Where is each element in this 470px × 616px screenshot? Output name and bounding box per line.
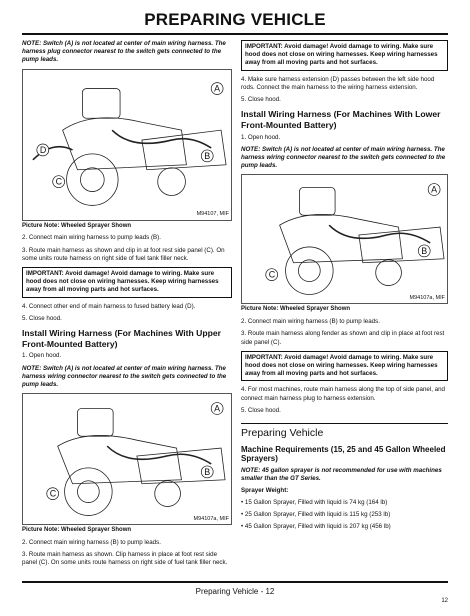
label-d: D xyxy=(39,144,47,155)
step-4: 4. Connect other end of main harness to fused battery lead (D). xyxy=(22,302,196,310)
weight-list xyxy=(241,499,448,532)
step-4b-r: 4. For most machines, route main harness along the top of side panel, and connect main harness plug to harness extension. xyxy=(241,386,445,402)
footer-rule xyxy=(22,581,448,583)
step-3-r: 3. Route main harness along fender as shown and clip in place at foot rest side panel (C). xyxy=(241,330,445,346)
section-heading: Preparing Vehicle xyxy=(241,423,448,441)
step-5-close: 5. Close hood. xyxy=(241,95,281,103)
step-5b-r: 5. Close hood. xyxy=(241,406,281,414)
heading-upper-battery: Install Wiring Harness (For Machines With Upper Front-Mounted Battery) xyxy=(22,327,221,349)
sprayer-weight-label: Sprayer Weight: xyxy=(241,487,289,495)
step-2b: 2. Connect main wiring harness (B) to pump leads. xyxy=(22,539,161,547)
tractor-illustration-3 xyxy=(242,175,447,303)
label-b: B xyxy=(204,150,211,161)
label-a-3: A xyxy=(431,184,438,195)
page-title: PREPARING VEHICLE xyxy=(144,10,326,29)
label-c: C xyxy=(55,176,63,187)
figure-code-2: M94107a, MIF xyxy=(193,515,229,522)
label-c-3: C xyxy=(268,269,276,280)
figure-code: M94107, MIF xyxy=(196,211,229,218)
figure-tractor-harness-2 xyxy=(22,393,232,525)
left-column xyxy=(22,40,232,572)
list-item: • 25 Gallon Sprayer, Filled with liquid is 115 kg (253 lb) xyxy=(241,510,391,518)
figure-caption: Picture Note: Wheeled Sprayer Shown xyxy=(22,222,132,229)
step-2-r: 2. Connect main wiring harness (B) to pump leads. xyxy=(241,318,380,326)
figure-tractor-harness-1 xyxy=(22,69,232,221)
note-switch-r: NOTE: Switch (A) is not located at center of main wiring harness. The harness wiring connector nearest to the switch gets connected to the pump leads. xyxy=(241,145,446,170)
step-4-extension: 4. Make sure harness extension (D) passes between the left side hood rods. Connect the main harness to the wiring harness extension. xyxy=(241,75,435,91)
step-3: 3. Route main harness as shown and clip in at foot rest side panel (C). On some units route harness on right side of fuel tank filler neck. xyxy=(22,246,225,262)
figure-code-3: M94107a, MIF xyxy=(409,295,445,302)
note-switch: NOTE: Switch (A) is not located at center of main wiring harness. The harness plug connector nearest to the switch gets connected to the pump leads. xyxy=(22,40,226,64)
step-5: 5. Close hood. xyxy=(22,314,62,322)
warning-box: IMPORTANT: Avoid damage! Avoid damage to wiring. Make sure hood does not close on wiring harnesses. Keep wiring harnesses away from all moving parts and hot surfaces. xyxy=(22,267,232,298)
label-a-2: A xyxy=(214,403,221,414)
label-a: A xyxy=(214,83,221,94)
warning-box-2: IMPORTANT: Avoid damage! Avoid damage to wiring. Make sure hood does not close on wiring harnesses. Keep wiring harnesses away from all moving parts and hot surfaces. xyxy=(241,351,448,382)
figure-tractor-harness-3 xyxy=(241,174,448,304)
note-gt-series: NOTE: 45 gallon sprayer is not recommended for use with machines smaller than the GT Series. xyxy=(241,466,442,483)
page-number: 12 xyxy=(441,598,448,604)
figure-caption-3: Picture Note: Wheeled Sprayer Shown xyxy=(241,306,351,313)
label-b-2: B xyxy=(204,467,211,478)
list-item: • 15 Gallon Sprayer, Filled with liquid is 74 kg (164 lb) xyxy=(241,498,388,506)
step-1-open-hood: 1. Open hood. xyxy=(22,352,62,360)
list-item: • 45 Gallon Sprayer, Filled with liquid is 207 kg (456 lb) xyxy=(241,522,391,530)
step-2: 2. Connect main wiring harness to pump leads (B). xyxy=(22,234,161,242)
label-c-2: C xyxy=(49,488,57,499)
machine-requirements-heading: Machine Requirements (15, 25 and 45 Gallon Wheeled Sprayers) xyxy=(241,444,446,464)
tractor-illustration xyxy=(23,70,231,220)
note-switch-2: NOTE: Switch (A) is not located at center of main wiring harness. The harness wiring connector nearest to the switch gets connected to the pump leads. xyxy=(22,364,227,388)
header-rule xyxy=(22,33,448,35)
heading-lower-battery: Install Wiring Harness (For Machines With Lower Front-Mounted Battery) xyxy=(241,109,441,130)
tractor-illustration-2 xyxy=(23,394,231,524)
step-3b: 3. Route main harness as shown. Clip harness in place at foot rest side panel (C). On some units route harness on right side of fuel tank filler neck. xyxy=(22,551,228,567)
step-1-open-hood-r: 1. Open hood. xyxy=(241,133,281,141)
page-footer: Preparing Vehicle - 12 xyxy=(195,587,275,596)
right-column xyxy=(241,40,448,535)
warning-box-top: IMPORTANT: Avoid damage! Avoid damage to wiring. Make sure hood does not close on wiring harnesses. Keep wiring harnesses away from all moving parts and hot surfaces. xyxy=(241,40,448,71)
label-b-3: B xyxy=(421,246,428,257)
figure-caption-2: Picture Note: Wheeled Sprayer Shown xyxy=(22,527,132,534)
